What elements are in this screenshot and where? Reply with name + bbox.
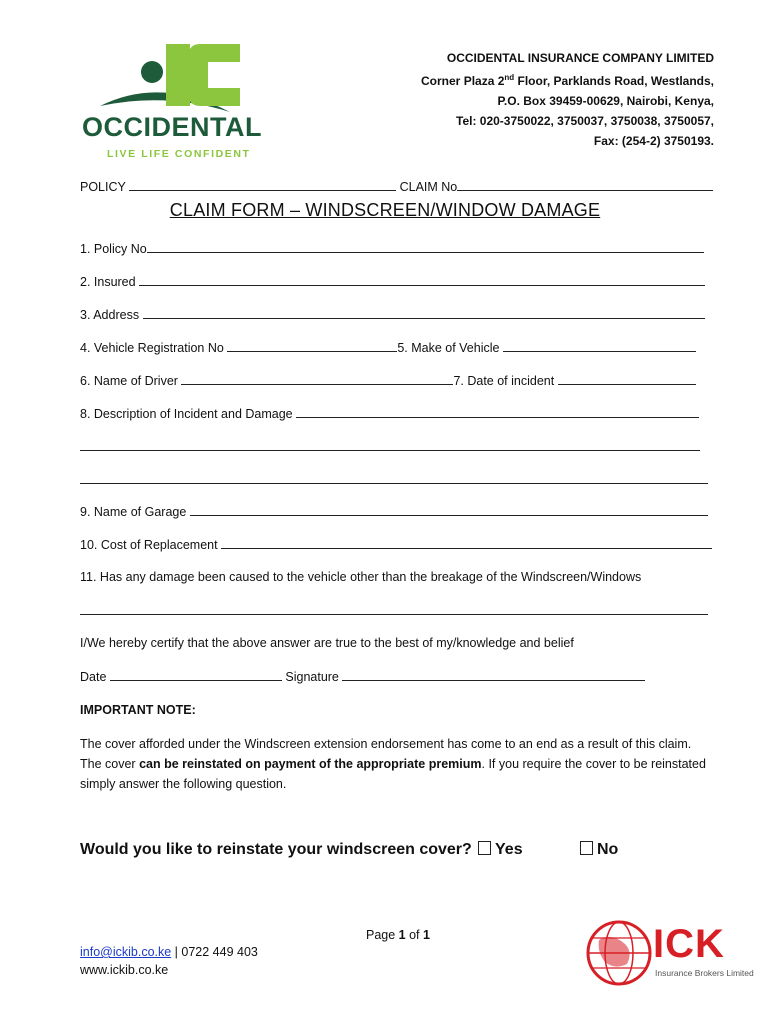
occidental-tagline: LIVE LIFE CONFIDENT — [107, 148, 251, 160]
field-address — [80, 307, 705, 322]
occidental-logo — [80, 40, 280, 165]
note-text: The cover — [80, 757, 140, 771]
driver-blank[interactable] — [181, 373, 453, 385]
address-part: Corner Plaza 2 — [421, 74, 505, 88]
description-continuation-2 — [80, 472, 708, 487]
footer-website: www.ickib.co.ke — [80, 963, 169, 977]
footer-phone: | 0722 449 403 — [171, 945, 258, 959]
field-policy-no — [80, 241, 704, 256]
date-incident-blank[interactable] — [558, 373, 696, 385]
page-label: Page — [366, 928, 399, 942]
no-label: No — [597, 841, 619, 858]
form-title: CLAIM FORM – WINDSCREEN/WINDOW DAMAGE — [169, 200, 601, 220]
signature-label: Signature — [285, 670, 339, 684]
footer-contact — [80, 943, 258, 979]
ick-globe-icon — [585, 918, 657, 988]
field-description — [80, 406, 699, 421]
date-signature-line — [80, 669, 645, 684]
date-blank[interactable] — [110, 669, 282, 681]
yes-label: Yes — [495, 841, 523, 858]
policy-blank[interactable] — [129, 179, 396, 191]
note-text: . If you require the cover to be reinstated — [481, 757, 706, 771]
cost-blank[interactable] — [221, 537, 712, 549]
important-note-body — [80, 734, 720, 794]
date-label: Date — [80, 670, 107, 684]
policy-label: POLICY — [80, 180, 126, 194]
field-cost — [80, 537, 712, 552]
signature-blank[interactable] — [342, 669, 645, 681]
field-label: 8. Description of Incident and Damage — [80, 407, 293, 421]
garage-blank[interactable] — [190, 504, 708, 516]
field-label: 5. Make of Vehicle — [397, 341, 500, 355]
company-address-line1 — [421, 68, 714, 91]
note-line: simply answer the following question. — [80, 777, 287, 791]
yes-checkbox[interactable] — [478, 841, 491, 855]
claim-blank[interactable] — [457, 179, 713, 191]
field-label: 7. Date of incident — [453, 374, 555, 388]
description-blank-2[interactable] — [80, 439, 700, 451]
field-insured — [80, 274, 705, 289]
field-garage — [80, 504, 708, 519]
certification-text: I/We hereby certify that the above answer are true to the best of my/knowledge and belief — [80, 636, 574, 650]
field-label: 10. Cost of Replacement — [80, 538, 218, 552]
field-label: 2. Insured — [80, 275, 136, 289]
field-label: 4. Vehicle Registration No — [80, 341, 224, 355]
occidental-logo-graphic — [80, 40, 280, 165]
company-fax: Fax: (254-2) 3750193. — [593, 134, 714, 148]
field-driver — [80, 373, 696, 388]
no-checkbox[interactable] — [580, 841, 593, 855]
ick-brand: ICK — [653, 922, 725, 966]
ick-logo — [585, 918, 754, 988]
footer-line — [80, 943, 258, 961]
important-note-heading: IMPORTANT NOTE: — [80, 703, 196, 717]
note-bold-text: can be reinstated on payment of the appropriate premium — [139, 757, 482, 771]
claim-label: CLAIM No — [399, 180, 458, 194]
company-name: OCCIDENTAL INSURANCE COMPANY LIMITED — [446, 51, 714, 65]
note-line — [80, 754, 720, 774]
policy-no-blank[interactable] — [147, 241, 704, 253]
company-tel: Tel: 020-3750022, 3750037, 3750038, 3750057, — [456, 114, 714, 128]
page-current: 1 — [398, 928, 406, 942]
reinstate-question: Would you like to reinstate your windscreen cover? — [80, 841, 472, 858]
occidental-brand: OCCIDENTAL — [82, 112, 262, 142]
other-damage-continuation — [80, 603, 708, 618]
field-label: 6. Name of Driver — [80, 374, 178, 388]
page-number — [366, 926, 430, 944]
description-continuation-1 — [80, 439, 700, 454]
address-part: Floor, Parklands Road, Westlands, — [514, 74, 714, 88]
note-line: The cover afforded under the Windscreen extension endorsement has come to an end as a result of this claim. — [80, 737, 692, 751]
description-blank-3[interactable] — [80, 472, 708, 484]
field-label: 3. Address — [80, 308, 140, 322]
address-blank[interactable] — [143, 307, 705, 319]
field-other-damage — [80, 570, 641, 584]
field-label: 1. Policy No — [80, 242, 147, 256]
vehicle-reg-blank[interactable] — [227, 340, 397, 352]
field-label: 9. Name of Garage — [80, 505, 187, 519]
make-vehicle-blank[interactable] — [503, 340, 696, 352]
description-blank[interactable] — [296, 406, 699, 418]
insured-blank[interactable] — [139, 274, 705, 286]
page-of: of — [405, 928, 423, 942]
email-link[interactable]: info@ickib.co.ke — [80, 945, 172, 959]
ick-subtitle: Insurance Brokers Limited — [655, 968, 754, 978]
field-label: 11. Has any damage been caused to the vehicle other than the breakage of the Windscreen/Windows — [80, 570, 642, 584]
page-total: 1 — [423, 928, 430, 942]
company-address-line2: P.O. Box 39459-00629, Nairobi, Kenya, — [497, 94, 714, 108]
yes-option[interactable] — [478, 841, 523, 859]
address-superscript: nd — [504, 73, 515, 82]
field-vehicle-reg — [80, 340, 696, 355]
no-option[interactable] — [580, 841, 618, 859]
company-info — [421, 48, 714, 151]
policy-claim-line — [80, 179, 713, 194]
other-damage-blank[interactable] — [80, 603, 708, 615]
